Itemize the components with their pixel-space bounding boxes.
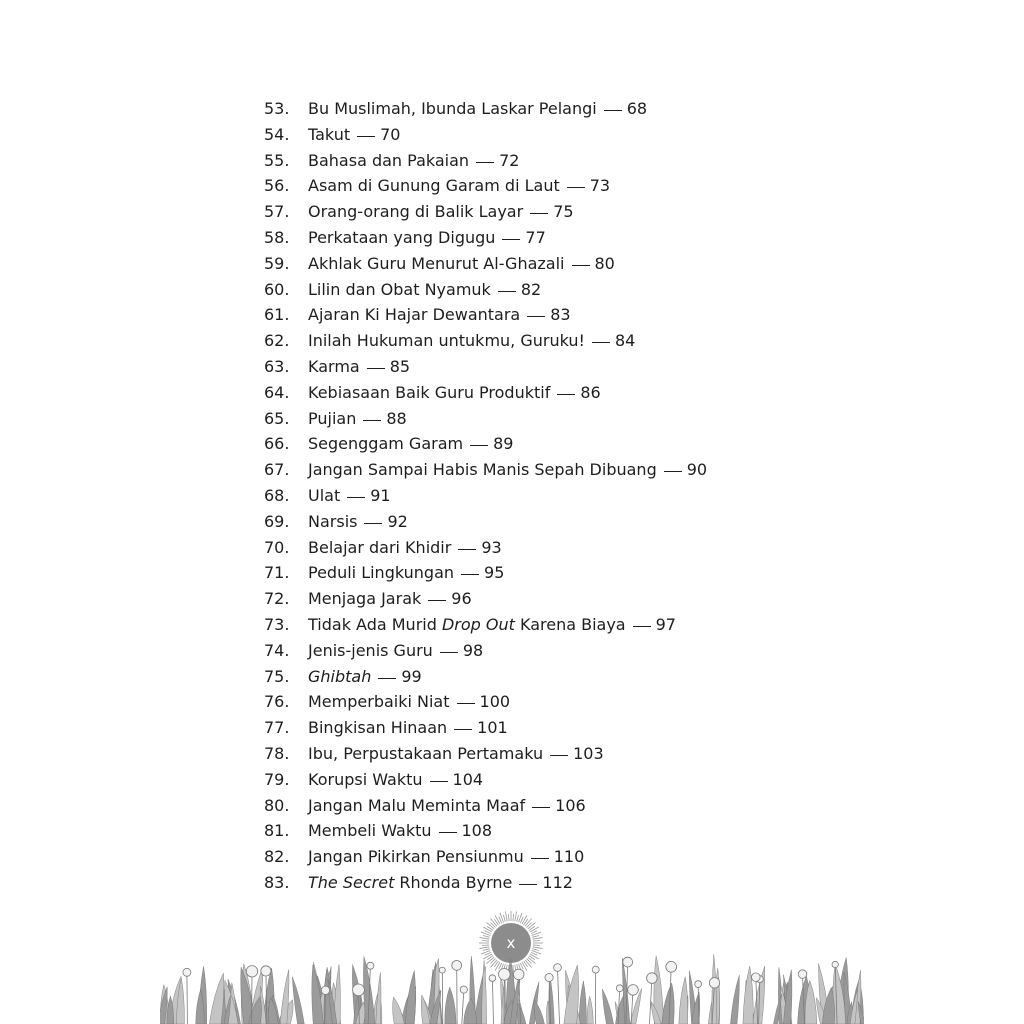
- toc-leader-line: [428, 600, 446, 601]
- toc-entry-page: 92: [387, 511, 408, 531]
- toc-entry-title: [308, 431, 513, 457]
- toc-leader-line: [592, 342, 610, 343]
- toc-leader-line: [430, 781, 448, 782]
- toc-entry-number: 62.: [264, 331, 290, 351]
- meadow-flower: [666, 961, 677, 972]
- toc-entry-page: 70: [380, 124, 401, 144]
- toc-leader-line: [439, 832, 457, 833]
- toc-entry-page: 103: [573, 743, 604, 763]
- toc-entry: [264, 818, 824, 844]
- meadow-flower: [647, 973, 658, 984]
- toc-leader-line: [557, 394, 575, 395]
- toc-leader-line: [378, 678, 396, 679]
- toc-entry-title-part: Orang-orang di Balik Layar: [308, 202, 524, 222]
- toc-entry: [264, 380, 824, 406]
- toc-entry-number: 70.: [264, 537, 290, 557]
- toc-entry-page: 112: [542, 872, 573, 892]
- toc-leader-line: [550, 755, 568, 756]
- meadow-stem: [462, 990, 464, 1024]
- toc-leader-line: [519, 884, 537, 885]
- toc-entry-page: 88: [386, 408, 407, 428]
- toc-entry-title-part: Perkataan yang Digugu: [308, 227, 496, 247]
- toc-entry-title-italic: Drop Out: [441, 614, 515, 634]
- toc-entry: [264, 689, 824, 715]
- toc-entry-title: [308, 380, 601, 406]
- meadow-flower: [183, 968, 191, 976]
- toc-entry-title-part: Karena Biaya: [514, 614, 626, 634]
- meadow-leaf: [602, 989, 613, 1024]
- meadow-stem: [650, 978, 652, 1024]
- toc-entry-number: 68.: [264, 485, 290, 505]
- toc-entry-number: 63.: [264, 356, 290, 376]
- meadow-leaf: [482, 960, 487, 1024]
- toc-entry-title-italic: Ghibtah: [308, 666, 372, 686]
- toc-entry-number: 78.: [264, 743, 290, 763]
- meadow-flower: [321, 986, 329, 994]
- toc-entry-title: [308, 664, 422, 690]
- toc-entry-title-part: Narsis: [308, 511, 358, 531]
- toc-entry: [264, 199, 824, 225]
- toc-entry: [264, 457, 824, 483]
- toc-entry-title-part: Jenis-jenis Guru: [308, 640, 433, 660]
- toc-entry-title-part: Jangan Pikirkan Pensiunmu: [308, 847, 524, 867]
- toc-entry: [264, 406, 824, 432]
- toc-entry-page: 84: [614, 331, 636, 351]
- toc-entry-number: 65.: [264, 408, 290, 428]
- meadow-stem: [442, 970, 443, 1024]
- meadow-flower: [460, 986, 467, 993]
- toc-entry-title-part: Menjaga Jarak: [308, 589, 422, 609]
- toc-entry-title-part: Korupsi Waktu: [308, 769, 423, 789]
- toc-leader-line: [461, 574, 479, 575]
- meadow-leaf: [743, 966, 753, 1024]
- meadow-flower: [752, 973, 761, 982]
- toc-entry-title: [308, 354, 410, 380]
- toc-entry-page: 83: [550, 305, 571, 325]
- toc-entry-title-part: Bu Muslimah, Ibunda Laskar Pelangi: [308, 99, 597, 118]
- toc-entry-page: 108: [461, 821, 493, 841]
- meadow-flower: [592, 966, 599, 973]
- meadow-flower: [353, 984, 365, 996]
- toc-entry-title: [308, 483, 391, 509]
- toc-leader-line: [457, 703, 475, 704]
- meadow-leaf: [167, 996, 174, 1024]
- toc-leader-line: [367, 368, 385, 369]
- toc-entry-page: 110: [553, 847, 585, 867]
- toc-entry: [264, 509, 824, 535]
- toc-entry-number: 58.: [264, 227, 290, 247]
- meadow-flower: [623, 957, 633, 967]
- toc-leader-line: [530, 213, 548, 214]
- toc-entry-title-part: Ibu, Perpustakaan Pertamaku: [308, 743, 544, 763]
- meadow-stem: [492, 978, 493, 1024]
- toc-entry-number: 61.: [264, 305, 290, 325]
- toc-leader-line: [502, 239, 520, 240]
- toc-entry-page: 100: [479, 692, 511, 712]
- toc-entry: [264, 431, 824, 457]
- meadow-flower: [709, 978, 719, 988]
- toc-entry-title: [308, 328, 635, 354]
- toc-entry: [264, 793, 824, 819]
- meadow-flower: [246, 966, 257, 977]
- toc-entry-page: 90: [686, 460, 708, 480]
- meadow-flower: [545, 973, 553, 981]
- toc-leader-line: [664, 471, 682, 472]
- meadow-flower: [695, 981, 702, 988]
- meadow-leaf: [393, 997, 405, 1024]
- toc-entry-page: 86: [580, 382, 601, 402]
- toc-entry-page: 104: [452, 769, 484, 789]
- toc-entry-title: [308, 509, 408, 535]
- toc-entry-page: 97: [655, 614, 676, 634]
- toc-entry: [264, 96, 824, 122]
- toc-entry-title: [308, 844, 584, 870]
- toc-entry-page: 99: [401, 666, 422, 686]
- toc-entry-title: [308, 96, 647, 122]
- toc-entry-title-part: Kebiasaan Baik Guru Produktif: [308, 382, 551, 402]
- meadow-flower: [798, 970, 807, 979]
- toc-entry: [264, 844, 824, 870]
- toc-entry-title: [308, 302, 571, 328]
- toc-leader-line: [476, 162, 494, 163]
- toc-entry-title-part: Pujian: [308, 408, 357, 428]
- toc-entry-page: 101: [477, 718, 508, 738]
- toc-entry-title: [308, 741, 604, 767]
- meadow-flower: [489, 975, 496, 982]
- toc-entry-number: 56.: [264, 176, 290, 196]
- toc-entry-title: [308, 148, 519, 174]
- toc-entry-title-part: Bahasa dan Pakaian: [308, 150, 470, 170]
- toc-entry-title: [308, 818, 492, 844]
- toc-entry-title: [308, 406, 407, 432]
- meadow-flower: [832, 961, 838, 967]
- toc-entry-title-part: Tidak Ada Murid: [308, 614, 442, 634]
- meadow-flower: [439, 967, 445, 973]
- toc-leader-line: [633, 626, 651, 627]
- meadow-leaf: [292, 977, 304, 1024]
- toc-entry: [264, 277, 824, 303]
- toc-entry: [264, 586, 824, 612]
- toc-entry-number: 77.: [264, 718, 290, 738]
- toc-entry-title-part: Jangan Malu Meminta Maaf: [308, 795, 526, 815]
- toc-entry-title: [308, 715, 508, 741]
- toc-entry: [264, 870, 824, 896]
- toc-entry-number: 73.: [264, 614, 290, 634]
- meadow-flower: [628, 985, 639, 996]
- meadow-leaf: [730, 975, 739, 1024]
- toc-leader-line: [572, 265, 590, 266]
- meadow-leaf: [209, 973, 223, 1024]
- toc-leader-line: [531, 858, 549, 859]
- toc-entry-title: [308, 612, 676, 638]
- meadow-illustration: [160, 952, 864, 1024]
- meadow-leaf: [280, 970, 289, 1024]
- toc-entry: [264, 328, 824, 354]
- toc-entry: [264, 122, 824, 148]
- meadow-flower: [554, 964, 562, 972]
- meadow-flower: [367, 962, 374, 969]
- toc-entry-title-part: Lilin dan Obat Nyamuk: [308, 279, 491, 299]
- toc-entry-title-part: Asam di Gunung Garam di Laut: [308, 176, 560, 196]
- toc-entry: [264, 638, 824, 664]
- toc-entry-number: 67.: [264, 460, 290, 480]
- toc-entry-number: 75.: [264, 666, 290, 686]
- toc-entry-title: [308, 122, 400, 148]
- toc-entry: [264, 715, 824, 741]
- toc-entry-title-part: Takut: [308, 124, 351, 144]
- toc-leader-line: [532, 807, 550, 808]
- toc-entry-page: 72: [499, 150, 520, 170]
- toc-entry-title-part: Akhlak Guru Menurut Al-Ghazali: [308, 253, 565, 273]
- toc-leader-line: [357, 136, 375, 137]
- toc-entry-page: 91: [370, 485, 391, 505]
- toc-leader-line: [604, 110, 622, 111]
- meadow-stem: [558, 968, 560, 1024]
- meadow-flower: [261, 966, 271, 976]
- toc-entry-title: [308, 767, 483, 793]
- toc-entry-number: 79.: [264, 769, 290, 789]
- toc-entry-number: 53.: [264, 99, 290, 118]
- meadow-leaf: [587, 996, 593, 1024]
- table-of-contents: [264, 96, 824, 896]
- toc-entry-page: 80: [594, 253, 615, 273]
- toc-entry-title-italic: The Secret: [308, 872, 395, 892]
- toc-entry: [264, 354, 824, 380]
- toc-entry-page: 95: [484, 563, 505, 583]
- toc-entry-page: 68: [626, 99, 648, 118]
- toc-entry-title-part: Ulat: [308, 485, 341, 505]
- toc-entry-title: [308, 793, 586, 819]
- toc-entry-number: 71.: [264, 563, 290, 583]
- toc-entry: [264, 535, 824, 561]
- toc-entry-title-part: Ajaran Ki Hajar Dewantara: [308, 305, 521, 325]
- toc-entry-title-part: Rhonda Byrne: [394, 872, 513, 892]
- page-number: x: [506, 934, 516, 952]
- meadow-leaf: [405, 970, 415, 1024]
- toc-entry: [264, 173, 824, 199]
- toc-entry-title: [308, 689, 510, 715]
- toc-entry-page: 77: [525, 227, 546, 247]
- toc-leader-line: [527, 316, 545, 317]
- toc-entry-page: 82: [520, 279, 542, 299]
- toc-leader-line: [567, 187, 585, 188]
- toc-entry-page: 75: [553, 202, 574, 222]
- toc-entry-title: [308, 870, 573, 896]
- toc-entry-number: 74.: [264, 640, 290, 660]
- toc-entry-title: [308, 638, 483, 664]
- toc-entry-title: [308, 535, 502, 561]
- meadow-leaf: [679, 977, 688, 1024]
- toc-entry: [264, 483, 824, 509]
- toc-entry-number: 83.: [264, 872, 290, 892]
- toc-entry-title: [308, 251, 615, 277]
- toc-entry-title: [308, 277, 541, 303]
- toc-entry: [264, 148, 824, 174]
- toc-entry-number: 60.: [264, 279, 290, 299]
- meadow-leaf: [662, 983, 675, 1024]
- toc-entry-number: 80.: [264, 795, 290, 815]
- toc-entry-page: 106: [555, 795, 586, 815]
- toc-entry-title-part: Jangan Sampai Habis Manis Sepah Dibuang: [308, 460, 657, 480]
- toc-entry-title-part: Memperbaiki Niat: [308, 692, 450, 712]
- toc-entry-number: 82.: [264, 847, 290, 867]
- toc-entry-number: 69.: [264, 511, 290, 531]
- toc-entry-page: 85: [389, 356, 411, 376]
- meadow-flower: [499, 969, 511, 981]
- toc-entry-title: [308, 586, 472, 612]
- toc-entry-title-part: Karma: [308, 356, 360, 376]
- toc-entry-number: 57.: [264, 202, 290, 222]
- meadow-flower: [452, 961, 462, 971]
- toc-entry: [264, 225, 824, 251]
- toc-entry-title-part: Segenggam Garam: [308, 434, 464, 454]
- toc-entry-page: 98: [462, 640, 484, 660]
- meadow-flower: [513, 969, 524, 980]
- toc-leader-line: [363, 420, 381, 421]
- toc-entry-page: 93: [481, 537, 502, 557]
- toc-entry: [264, 612, 824, 638]
- toc-entry-title-part: Belajar dari Khidir: [308, 537, 452, 557]
- toc-entry-title-part: Membeli Waktu: [308, 821, 432, 841]
- toc-entry: [264, 251, 824, 277]
- toc-entry-number: 55.: [264, 150, 290, 170]
- toc-entry-page: 73: [589, 176, 611, 196]
- toc-leader-line: [498, 291, 516, 292]
- toc-entry-title: [308, 173, 610, 199]
- toc-entry-title: [308, 225, 546, 251]
- toc-entry-title-part: Peduli Lingkungan: [308, 563, 455, 583]
- toc-entry-number: 64.: [264, 382, 290, 402]
- meadow-leaf: [445, 987, 456, 1024]
- toc-entry: [264, 767, 824, 793]
- meadow-flower: [616, 985, 623, 992]
- toc-leader-line: [458, 549, 476, 550]
- toc-leader-line: [364, 523, 382, 524]
- meadow-stem: [187, 972, 188, 1024]
- toc-leader-line: [440, 652, 458, 653]
- toc-entry-title-part: Inilah Hukuman untukmu, Guruku!: [308, 331, 585, 351]
- toc-entry: [264, 560, 824, 586]
- toc-entry-title: [308, 560, 504, 586]
- toc-entry-number: 59.: [264, 253, 290, 273]
- toc-entry-page: 96: [451, 589, 472, 609]
- toc-entry-number: 76.: [264, 692, 290, 712]
- toc-entry-number: 72.: [264, 589, 290, 609]
- toc-entry-number: 54.: [264, 124, 290, 144]
- toc-entry-page: 89: [493, 434, 514, 454]
- meadow-leaf: [579, 981, 586, 1024]
- toc-entry-title: [308, 199, 574, 225]
- toc-entry: [264, 302, 824, 328]
- meadow-leaf: [534, 1000, 545, 1024]
- toc-entry-title-part: Bingkisan Hinaan: [308, 718, 448, 738]
- toc-entry: [264, 741, 824, 767]
- toc-leader-line: [454, 729, 472, 730]
- toc-entry: [264, 664, 824, 690]
- toc-leader-line: [470, 445, 488, 446]
- toc-leader-line: [347, 497, 365, 498]
- toc-entry-number: 66.: [264, 434, 290, 454]
- toc-entry-number: 81.: [264, 821, 290, 841]
- toc-entry-title: [308, 457, 707, 483]
